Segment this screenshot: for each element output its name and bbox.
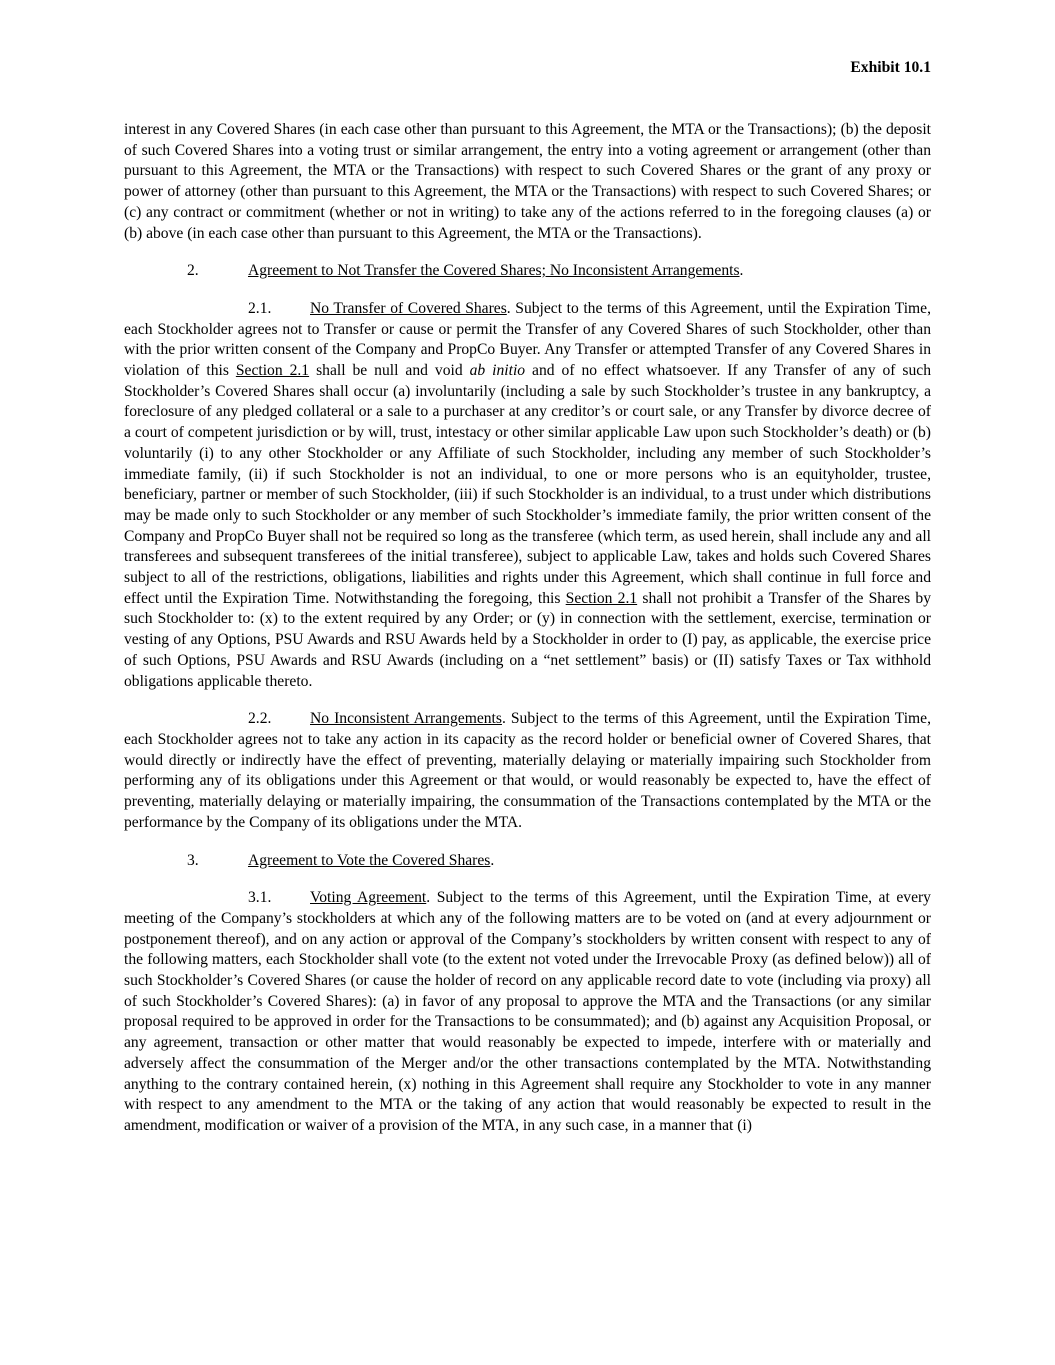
- section-2-2-paragraph: [124, 709, 931, 833]
- section-3-number: 3.: [187, 851, 199, 869]
- section-2-1-text-d: shall not prohibit a Transfer of the Shares by such Stockholder to: (x) to the extent required by any Order; or (y) in connection with the settlement, exercise, termination or vesting of any Options, PSU Awards and RSU Awards held by a Stockholder in order to (I) pay, as applicable, the exercise price of such Options, PSU Awards and RSU Awards (including on a “net settlement” basis) or (II) satisfy Taxes or Tax withhold obligations applicable thereto.: [124, 589, 931, 690]
- document-page: [124, 120, 931, 1154]
- section-3-1-paragraph: [124, 888, 931, 1136]
- section-2-2-text: . Subject to the terms of this Agreement, until the Expiration Time, each Stockholder agrees not to take any action in its capacity as the record holder or beneficial owner of Covered Shares, that would directly or indirectly have the effect of preventing, materially delaying or materially impairing such Stockholder from performing any of its obligations under this Agreement or that would, or would reasonably be expected to, have the effect of preventing, materially delaying or materially impairing, the consummation of the Transactions contemplated by the MTA or the performance by the Company of its obligations under the MTA.: [124, 710, 932, 831]
- section-3-1-text: . Subject to the terms of this Agreement, until the Expiration Time, at every meeting of the Company’s stockholders at which any of the following matters are to be voted on (and at every adjournment or postponement thereof), and on any action or approval of the Company’s stockholders by written consent with respect to any of the following matters, each Stockholder shall vote (to the extent not voted under the Irrevocable Proxy (as defined below)) all of such Stockholder’s Covered Shares (or cause the holder of record on any applicable record date to vote (including via proxy) all of such Stockholder’s Covered Shares): (a) in favor of any proposal to approve the MTA and the Transactions (or any similar proposal required to be approved in order for the Transactions to be consummated); and (b) against any Acquisition Proposal, or any agreement, transaction or other matter that would reasonably be expected to impede, interfere with or materially and adversely affect the consummation of the Merger and/or the other transactions contemplated by the MTA. Notwithstanding anything to the contrary contained herein, (x) nothing in this Agreement shall require any Stockholder to vote in any manner with respect to any amendment to the MTA or the taking of any action that would reasonably be expected to result in the amendment, modification or waiver of a provision of the MTA, in any such case, in a manner that (i): [124, 889, 931, 1134]
- section-2-2-title: No Inconsistent Arrangements: [310, 710, 502, 728]
- section-3-1-number: 3.1.: [248, 889, 272, 907]
- section-2-1-title: No Transfer of Covered Shares: [310, 299, 507, 317]
- section-2-1-reference-a: Section 2.1: [235, 362, 310, 380]
- section-2-1-paragraph: [124, 299, 931, 692]
- section-2-2-number: 2.2.: [248, 710, 272, 728]
- section-3-title-end: .: [490, 851, 495, 869]
- section-2-number: 2.: [187, 262, 199, 280]
- section-2-title-end: .: [739, 262, 744, 280]
- exhibit-label: Exhibit 10.1: [850, 59, 931, 76]
- section-2-1-text-a: . Subject to the terms of this Agreement, until the Expiration Time, each Stockholder agrees not to Transfer or cause or permit the Transfer of any Covered Shares of such Stockholder, other than with the prior written consent of the Company and PropCo Buyer. Any Transfer or attempted Transfer of any Covered Shares in violation of this: [124, 299, 931, 380]
- section-2-1-number: 2.1.: [248, 299, 272, 317]
- section-3-heading: [124, 851, 931, 872]
- section-2-1-text-c: and of no effect whatsoever. If any Transfer of any of such Stockholder’s Covered Shares shall occur (a) involuntarily (including a sale by such Stockholder’s trustee in any bankruptcy, a foreclosure of any pledged collateral or a sale to a purchaser at any creditor’s or court sale, or any Transfer by divorce decree of a court of competent jurisdiction or by will, trust, intestacy or other similar applicable Law upon such Stockholder’s death) or (b) voluntarily (i) to any other Stockholder or any Affiliate of such Stockholder, including any member of such Stockholder’s immediate family, (ii) if such Stockholder is not an individual, to one or more persons who is an equityholder, trustee, beneficiary, partner or member of such Stockholder, (iii) if such Stockholder is an individual, to a trust under which distributions may be made only to such Stockholder or any member of such Stockholder’s immediate family, the prior written consent of the Company and PropCo Buyer shall not be required so long as the transferee (which term, as used herein, shall include any and all transferees and subsequent transferees of the initial transferee), subject to applicable Law, takes and holds such Covered Shares subject to all of the restrictions, obligations, liabilities and rights under this Agreement, which shall continue in full force and effect until the Expiration Time. Notwithstanding the foregoing, this: [124, 362, 932, 607]
- section-2-heading: [124, 261, 931, 282]
- intro-paragraph: interest in any Covered Shares (in each case other than pursuant to this Agreement, the MTA or the Transactions); (b) the deposit of such Covered Shares into a voting trust or similar arrangement, the entry into a voting agreement or arrangement (other than pursuant to this Agreement, the MTA or the Transactions) with respect to such Covered Shares or the grant of any proxy or power of attorney (other than pursuant to this Agreement, the MTA or the Transactions) with respect to such Covered Shares; or (c) any contract or commitment (whether or not in writing) to take any of the actions referred to in the foregoing clauses (a) or (b) above (in each case other than pursuant to this Agreement, the MTA or the Transactions).: [124, 121, 931, 242]
- section-2-1-text-b: shall be null and void: [309, 362, 470, 380]
- section-3-1-title: Voting Agreement: [310, 889, 427, 907]
- section-3-title: Agreement to Vote the Covered Shares: [248, 851, 491, 869]
- section-2-1-italic: ab initio: [469, 362, 526, 380]
- section-2-title: Agreement to Not Transfer the Covered Shares; No Inconsistent Arrangements: [248, 262, 740, 280]
- section-2-1-reference-b: Section 2.1: [565, 589, 638, 607]
